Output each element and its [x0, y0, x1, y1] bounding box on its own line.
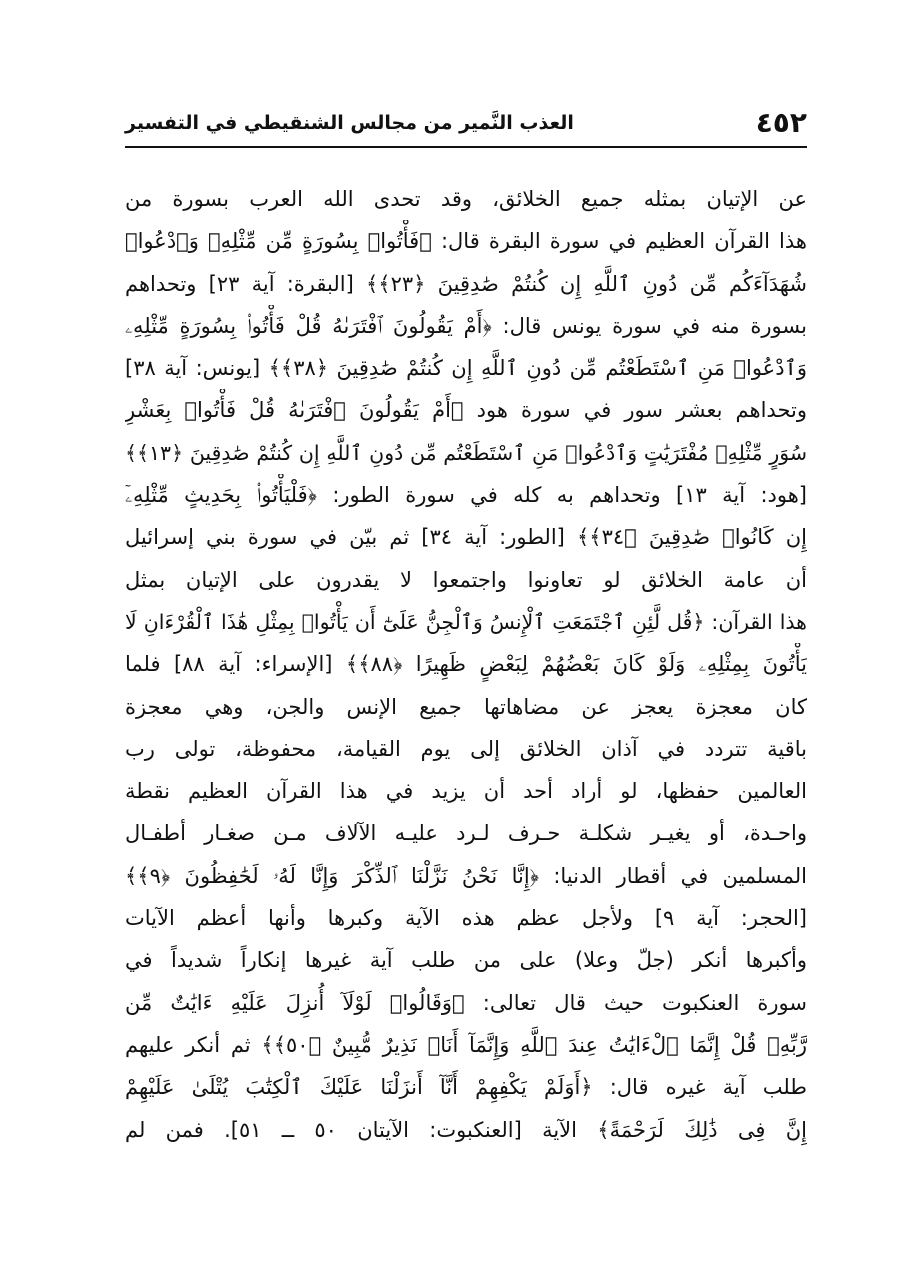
text-line: العالمين حفظها، لو أراد أحد أن يزيد في هذا القرآن العظيم نقطة — [125, 779, 807, 804]
text-line: أن عامة الخلائق لو تعاونوا واجتمعوا لا يقدرون على الإتيان بمثل — [125, 567, 807, 592]
text-line: كان معجزة يعجز عن مضاهاتها جميع الإنس والجن، وهي معجزة — [125, 694, 807, 719]
text-line: باقية تتردد في آذان الخلائق إلى يوم القيامة، محفوظة، تولى رب — [125, 736, 807, 761]
text-line: هذا القرآن: ﴿قُل لَّئِنِ ٱجْتَمَعَتِ ٱلْإِنسُ وَٱلْجِنُّ عَلَىٰٓ أَن يَأْتُوا۟ بِمِثْلِ هَٰذَا ٱلْقُرْءَانِ لَا — [125, 609, 807, 634]
text-line: واحـدة، أو يغيـر شكلـة حـرف لـرد عليـه الآلاف مـن صغـار أطفـال — [125, 821, 807, 846]
text-line: يَأْتُونَ بِمِثْلِهِۦ وَلَوْ كَانَ بَعْضُهُمْ لِبَعْضٍ ظَهِيرًا ﴿٨٨﴾﴾ [الإسراء: آية ٨٨] فلما — [125, 652, 807, 677]
text-line: وَٱدْعُوا۟ مَنِ ٱسْتَطَعْتُم مِّن دُونِ ٱللَّهِ إِن كُنتُمْ صَٰدِقِينَ ﴿٣٨﴾﴾ [يونس: آية ٣٨] — [125, 356, 807, 381]
book-title: العذب النَّمير من مجالس الشنقيطي في التفسير — [125, 111, 574, 134]
text-line: [الحجر: آية ٩] ولأجل عظم هذه الآية وكبرها وأنها أعظم الآيات — [125, 906, 807, 931]
text-line: شُهَدَآءَكُم مِّن دُونِ ٱللَّهِ إِن كُنتُمْ صَٰدِقِينَ ﴿٢٣﴾﴾ [البقرة: آية ٢٣] وتحداهم — [125, 271, 807, 296]
text-line: إِن كَانُوا۟ صَٰدِقِينَ ﴿٣٤﴾﴾ [الطور: آية ٣٤] ثم بيّن في سورة بني إسرائيل — [125, 525, 807, 550]
text-line: هذا القرآن العظيم في سورة البقرة قال: ﴿فَأْتُوا۟ بِسُورَةٍ مِّن مِّثْلِهِۦ وَٱدْعُوا۟ — [125, 229, 807, 254]
page-number: ٤٥٢ — [755, 106, 807, 139]
text-line: عن الإتيان بمثله جميع الخلائق، وقد تحدى الله العرب بسورة من — [125, 187, 807, 211]
text-line: وأكبرها أنكر (جلّ وعلا) على من طلب آية غيرها إنكاراً شديداً في — [125, 948, 807, 973]
text-line: [هود: آية ١٣] وتحداهم به كله في سورة الطور: ﴿فَلْيَأْتُوا۟ بِحَدِيثٍ مِّثْلِهِۦٓ — [125, 483, 807, 508]
text-line: المسلمين في أقطار الدنيا: ﴿إِنَّا نَحْنُ نَزَّلْنَا ٱلذِّكْرَ وَإِنَّا لَهُۥ لَحَٰفِظُونَ ﴿٩﴾﴾ — [125, 863, 807, 888]
text-line: رَّبِّهِۦ قُلْ إِنَّمَا ٱلْءَايَٰتُ عِندَ ٱللَّهِ وَإِنَّمَآ أَنَا۠ نَذِيرٌ مُّبِينٌ ﴿٥٠﴾﴾ ثم أنكر عليهم — [125, 1032, 807, 1057]
text-line: وتحداهم بعشر سور في سورة هود ﴿أَمْ يَقُولُونَ ٱفْتَرَىٰهُ قُلْ فَأْتُوا۟ بِعَشْرِ — [125, 398, 807, 423]
text-line: سُوَرٍ مِّثْلِهِۦ مُفْتَرَيَٰتٍ وَٱدْعُوا۟ مَنِ ٱسْتَطَعْتُم مِّن دُونِ ٱللَّهِ إِن كُنتُمْ صَٰدِقِينَ ﴿١٣﴾﴾ — [125, 440, 807, 465]
body-text — [125, 178, 807, 1151]
text-line: طلب آية غيره قال: ﴿أَوَلَمْ يَكْفِهِمْ أَنَّآ أَنزَلْنَا عَلَيْكَ ٱلْكِتَٰبَ يُتْلَىٰ عَلَيْهِمْ — [125, 1075, 807, 1100]
book-page — [125, 100, 807, 1220]
text-line: إِنَّ فِى ذَٰلِكَ لَرَحْمَةً﴾ الآية [العنكبوت: الآيتان ٥٠ ــ ٥١]. فمن لم — [125, 1117, 807, 1142]
text-line: بسورة منه في سورة يونس قال: ﴿أَمْ يَقُولُونَ ٱفْتَرَىٰهُ قُلْ فَأْتُوا۟ بِسُورَةٍ مِّثْلِهِۦ — [125, 313, 807, 338]
text-line: سورة العنكبوت حيث قال تعالى: ﴿وَقَالُوا۟ لَوْلَآ أُنزِلَ عَلَيْهِ ءَايَٰتٌ مِّن — [125, 990, 807, 1015]
page-header — [125, 100, 807, 148]
